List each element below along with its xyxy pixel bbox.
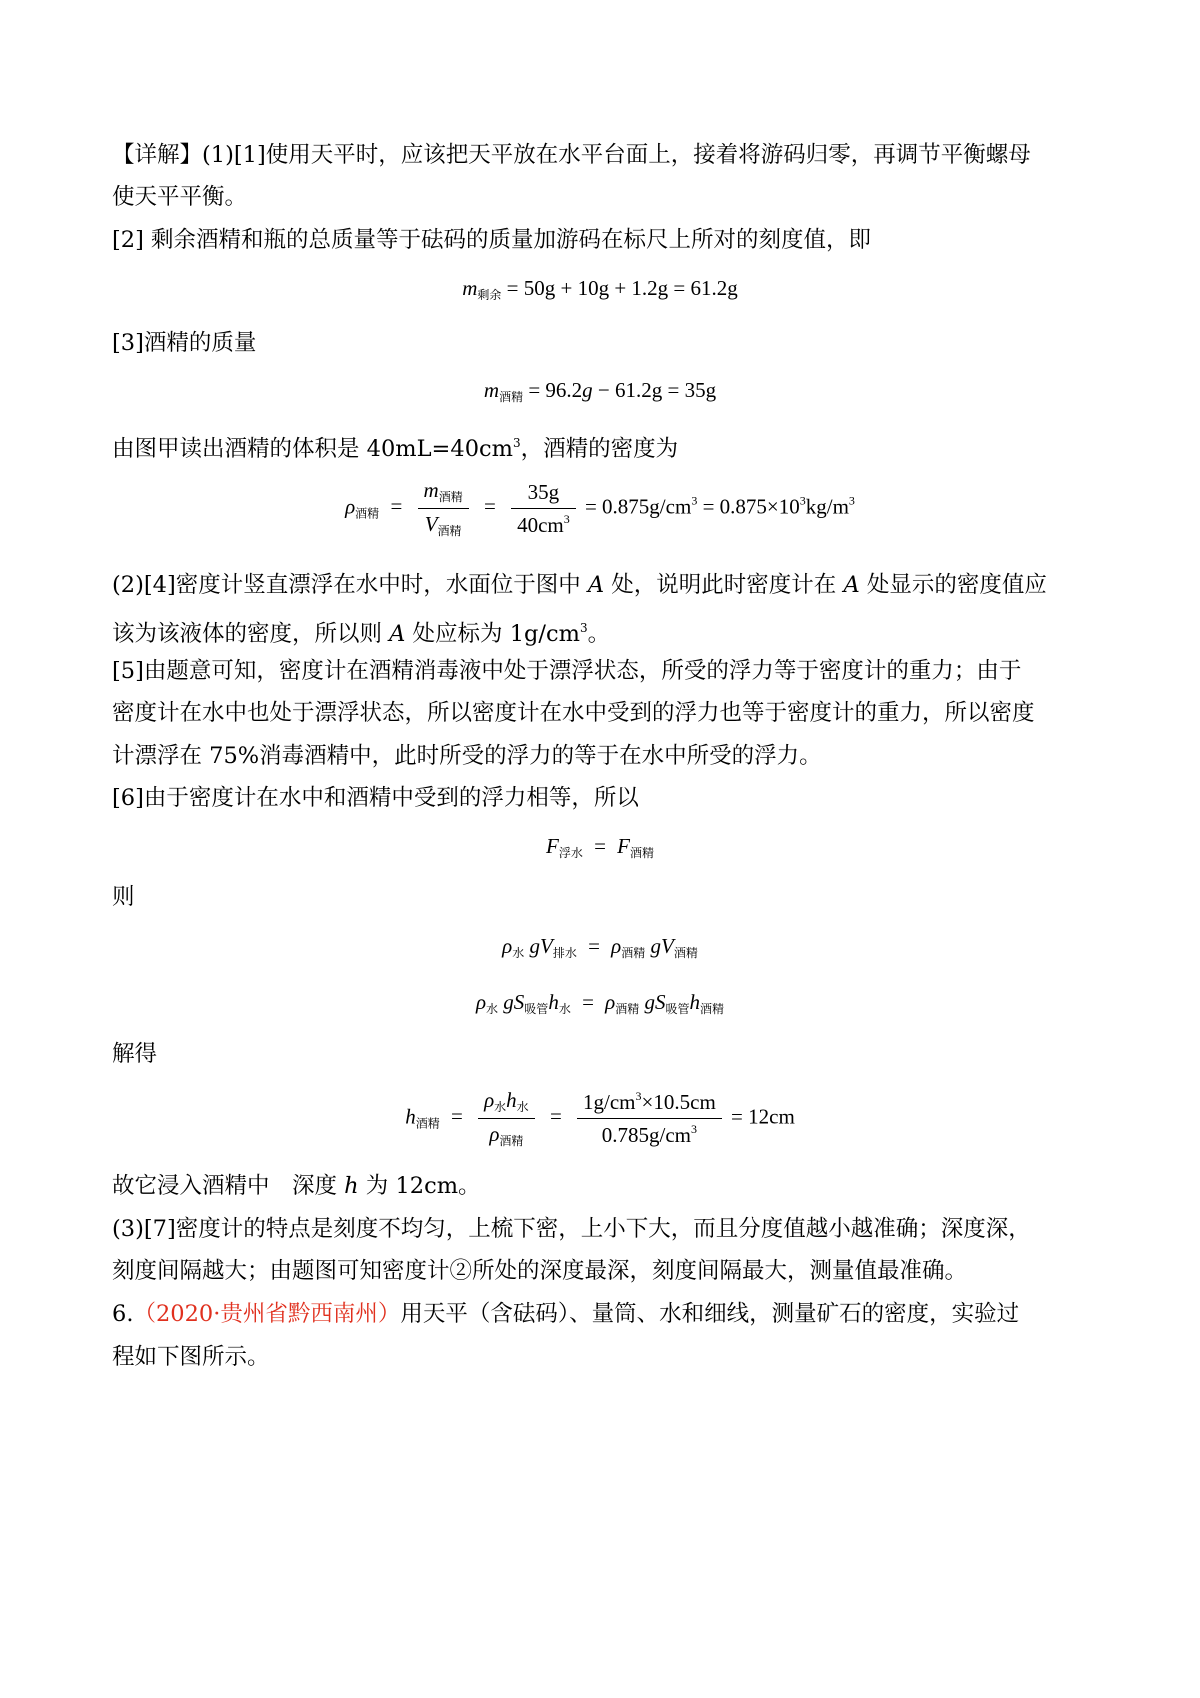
paragraph-line	[112, 1038, 1102, 1070]
superscript: 3	[691, 1122, 698, 1136]
paragraph-line	[112, 224, 1102, 256]
equation-alcohol-mass	[0, 378, 1200, 405]
paragraph-line	[112, 1341, 1102, 1373]
superscript: 3	[799, 493, 806, 508]
text: 用天平（含砝码）、量筒、水和细线，测量矿石的密度，实验过	[400, 1301, 1020, 1327]
math-expression: 1g/cm	[583, 1090, 636, 1114]
text: (2)[4]密度计竖直漂浮在水中时，水面位于图中	[112, 572, 588, 598]
math-symbol: g	[503, 990, 514, 1014]
paragraph-line	[112, 612, 1102, 650]
math-subscript: 水	[558, 1002, 571, 1016]
paragraph-line	[112, 697, 1102, 729]
math-subscript: 酒精	[355, 506, 380, 521]
math-subscript: 酒精	[615, 1002, 640, 1016]
math-symbol: V	[424, 512, 438, 536]
equation-density-depth	[0, 990, 1200, 1017]
math-symbol: h	[548, 990, 559, 1014]
fraction	[577, 1089, 722, 1148]
question-number: 6.	[112, 1301, 134, 1327]
math-symbol: g	[650, 934, 662, 958]
superscript: 3	[691, 493, 698, 508]
math-operator: =	[594, 834, 606, 858]
paragraph-line	[112, 782, 1102, 814]
math-symbol: S	[655, 990, 666, 1014]
text: 密度计在水中也处于漂浮状态，所以密度计在水中受到的浮力也等于密度计的重力，所以密度	[112, 700, 1035, 726]
fraction-numerator	[577, 1089, 722, 1119]
math-symbol: m	[462, 276, 478, 300]
text: 处应标为 1g/cm	[405, 621, 580, 647]
paragraph-line	[112, 569, 1102, 601]
text: 【详解】(1)[1]使用天平时，应该把天平放在水平台面上，接着将游码归零，再调节平衡螺母	[112, 142, 1031, 168]
math-subscript: 水	[516, 1100, 529, 1114]
text: 处显示的密度值应	[859, 572, 1047, 598]
math-symbol: m	[483, 378, 500, 402]
fraction	[478, 1088, 535, 1149]
text: 该为该液体的密度，所以则	[112, 621, 390, 647]
math-symbol: ρ	[489, 1122, 500, 1146]
equation-buoyancy-equal	[0, 834, 1200, 861]
math-symbol: m	[423, 478, 439, 502]
math-subscript: 酒精	[437, 524, 462, 538]
superscript: 3	[563, 511, 570, 526]
math-expression: = 12cm	[731, 1104, 795, 1129]
text: 故它浸入酒精中 深度	[112, 1173, 345, 1199]
math-subscript: 排水	[552, 946, 577, 960]
fraction-denominator	[511, 509, 576, 538]
text: 处，说明此时密度计在	[604, 572, 844, 598]
math-subscript: 水	[512, 946, 525, 960]
superscript: 3	[635, 1089, 642, 1103]
math-subscript: 吸管	[665, 1002, 690, 1016]
fraction-numerator	[418, 478, 469, 509]
superscript: 3	[512, 436, 521, 450]
text: [2] 剩余酒精和瓶的总质量等于砝码的质量加游码在标尺上所对的刻度值，即	[112, 227, 872, 253]
text: [3]酒精的质量	[112, 330, 257, 356]
math-subscript: 吸管	[524, 1002, 549, 1016]
question-line	[112, 1298, 1102, 1330]
equation-density-volume	[0, 934, 1200, 961]
math-expression: ×10.5cm	[641, 1090, 716, 1114]
math-operator: =	[582, 990, 594, 1014]
math-subscript: 酒精	[499, 1134, 524, 1148]
paragraph-line	[112, 881, 1102, 913]
math-symbol: ρ	[475, 990, 487, 1014]
math-subscript: 水	[486, 1002, 499, 1016]
math-symbol: g	[582, 378, 593, 402]
math-symbol: ρ	[345, 494, 356, 519]
math-symbol: F	[545, 834, 559, 858]
math-expression: − 61.2g = 35g	[592, 378, 717, 402]
math-subscript: 剩余	[477, 288, 502, 302]
paragraph-line	[112, 181, 1102, 213]
paragraph-line	[112, 139, 1102, 171]
math-symbol: A	[843, 572, 860, 598]
text: 。	[587, 621, 611, 647]
math-subscript: 浮水	[558, 846, 583, 860]
math-symbol: g	[644, 990, 656, 1014]
math-symbol: V	[539, 934, 553, 958]
paragraph-line	[112, 740, 1102, 772]
superscript: 3	[579, 621, 588, 635]
fraction-denominator	[577, 1119, 722, 1148]
text: ，酒精的密度为	[520, 436, 679, 462]
text: 程如下图所示。	[112, 1344, 270, 1370]
text: 刻度间隔越大；由题图可知密度计②所处的深度最深，刻度间隔最大，测量值最准确。	[112, 1258, 968, 1284]
math-symbol: S	[513, 990, 525, 1014]
equation-alcohol-density	[0, 478, 1200, 539]
math-operator: =	[588, 934, 600, 958]
fraction-denominator	[418, 509, 469, 539]
paragraph-line	[112, 427, 1102, 465]
math-symbol: h	[405, 1104, 416, 1129]
math-symbol: A	[389, 621, 406, 647]
math-symbol: ρ	[605, 990, 616, 1014]
math-expression: = 96.2	[528, 378, 583, 402]
math-expression: 40cm	[517, 512, 564, 537]
math-symbol: F	[617, 834, 630, 858]
text: [5]由题意可知，密度计在酒精消毒液中处于漂浮状态，所受的浮力等于密度计的重力；由于	[112, 658, 1022, 684]
math-expression: kg/m	[805, 494, 849, 519]
fraction-numerator	[478, 1088, 535, 1119]
fraction	[418, 478, 469, 539]
superscript: 3	[848, 493, 855, 508]
equation-alcohol-depth	[0, 1088, 1200, 1149]
question-source: （2020·贵州省黔西南州）	[133, 1301, 401, 1327]
fraction-denominator	[478, 1119, 535, 1149]
math-subscript: 酒精	[621, 946, 646, 960]
math-symbol: g	[529, 934, 540, 958]
text: 由图甲读出酒精的体积是 40mL=40cm	[112, 436, 513, 462]
paragraph-line	[112, 1213, 1102, 1245]
math-operator: =	[390, 494, 403, 519]
paragraph-line	[112, 1255, 1102, 1287]
math-symbol: A	[587, 572, 605, 598]
text: 为 12cm。	[358, 1173, 481, 1199]
paragraph-line	[112, 327, 1102, 359]
math-operator: =	[549, 1104, 562, 1129]
math-expression: = 0.875×10	[697, 494, 800, 519]
math-symbol: h	[506, 1088, 517, 1112]
math-symbol: ρ	[484, 1088, 495, 1112]
fraction	[511, 480, 576, 538]
math-subscript: 酒精	[499, 390, 524, 404]
text: (3)[7]密度计的特点是刻度不均匀，上梳下密，上小下大，而且分度值越小越准确；深度深，	[112, 1216, 1031, 1242]
math-subscript: 酒精	[630, 846, 655, 860]
math-subscript: 酒精	[673, 946, 698, 960]
paragraph-line	[112, 655, 1102, 687]
math-symbol: h	[344, 1173, 359, 1199]
math-symbol: h	[689, 990, 701, 1014]
text: 使天平平衡。	[112, 184, 248, 210]
math-expression: = 0.875g/cm	[584, 494, 692, 519]
math-symbol: ρ	[502, 934, 513, 958]
math-subscript: 酒精	[700, 1002, 725, 1016]
text: 解得	[112, 1041, 158, 1067]
math-subscript: 水	[494, 1100, 507, 1114]
fraction-numerator: 35g	[511, 480, 576, 509]
math-symbol: ρ	[611, 934, 622, 958]
text: [6]由于密度计在水中和酒精中受到的浮力相等，所以	[112, 785, 639, 811]
math-symbol: V	[661, 934, 674, 958]
math-subscript: 酒精	[415, 1116, 440, 1131]
math-operator: =	[483, 494, 496, 519]
equation-remaining-mass	[0, 276, 1200, 303]
math-operator: =	[450, 1104, 463, 1129]
paragraph-line	[112, 1170, 1102, 1202]
text: 则	[112, 884, 135, 910]
math-expression: 0.785g/cm	[601, 1123, 692, 1147]
text: 计漂浮在 75%消毒酒精中，此时所受的浮力的等于在水中所受的浮力。	[112, 743, 822, 769]
math-subscript: 酒精	[438, 490, 463, 504]
math-expression: = 50g + 10g + 1.2g = 61.2g	[506, 276, 738, 300]
